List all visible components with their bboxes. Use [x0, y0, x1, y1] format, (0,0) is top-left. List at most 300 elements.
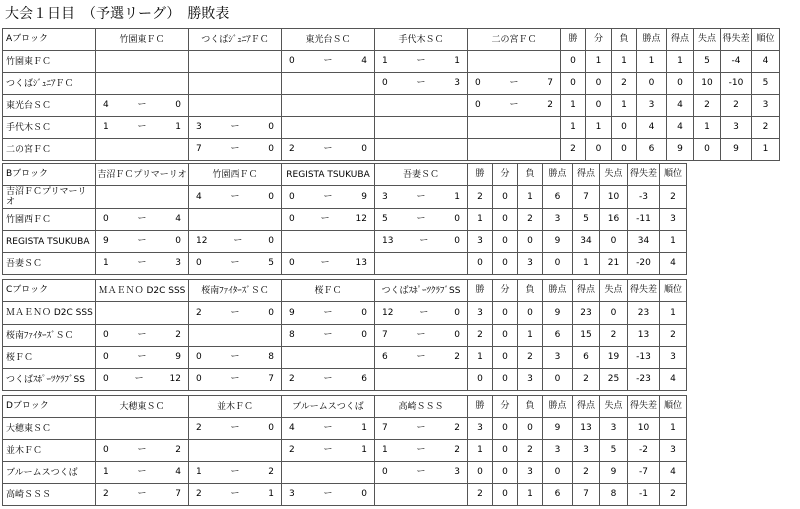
stat-value: 23 [628, 302, 660, 325]
score-pair [375, 186, 467, 208]
stat-value: 1 [660, 231, 687, 253]
goals-for: 0 [289, 56, 295, 66]
stat-value: 1 [586, 117, 612, 139]
stat-value: 2 [660, 484, 687, 506]
goals-against: 0 [454, 330, 460, 340]
match-score [375, 95, 468, 117]
goals-against: 0 [268, 122, 274, 132]
stat-value: 23 [573, 302, 600, 325]
goals-against: 0 [268, 191, 274, 202]
stat-value: 34 [628, 231, 660, 253]
score-pair [96, 253, 188, 274]
stat-value: 0 [561, 51, 586, 73]
score-dash: ー [230, 122, 240, 132]
match-score [189, 209, 282, 231]
stat-value: 6 [543, 325, 573, 347]
stat-value: 0 [493, 209, 518, 231]
goals-against: 1 [454, 56, 460, 66]
goals-against: 4 [361, 56, 367, 66]
score-pair [96, 209, 188, 230]
goals-against: 2 [454, 423, 460, 433]
column-team-name: つくばｽﾎﾟｰﾂｸﾗﾌﾞSS [375, 280, 468, 302]
goals-for: 2 [196, 489, 202, 499]
table-row [3, 347, 687, 369]
match-score [282, 440, 375, 462]
stat-value: 4 [752, 51, 780, 73]
score-pair [189, 117, 281, 138]
match-score [96, 139, 189, 161]
goals-for: 0 [289, 214, 295, 224]
goals-against: 2 [454, 352, 460, 362]
standings-table-block-3 [2, 279, 687, 391]
score-pair [375, 462, 467, 483]
stat-value: 3 [660, 347, 687, 369]
score-pair [375, 51, 467, 72]
match-score [96, 186, 189, 209]
table-row [3, 462, 687, 484]
stat-value: 3 [600, 418, 628, 440]
match-score [282, 369, 375, 391]
stat-value: 0 [518, 302, 543, 325]
match-score [96, 51, 189, 73]
match-score [189, 369, 282, 391]
stat-value: 0 [493, 231, 518, 253]
stat-value: 0 [543, 253, 573, 275]
match-score [189, 347, 282, 369]
stat-value: 10 [694, 73, 721, 95]
goals-for: 0 [103, 445, 109, 455]
stat-header: 勝 [561, 29, 586, 51]
score-pair [96, 462, 188, 483]
stat-value: 1 [586, 51, 612, 73]
stat-value: -3 [628, 186, 660, 209]
stat-value: 3 [660, 440, 687, 462]
stat-header: 得失差 [628, 164, 660, 186]
match-score [375, 231, 468, 253]
stat-header: 負 [612, 29, 637, 51]
stat-header: 勝点 [543, 280, 573, 302]
score-pair [189, 302, 281, 324]
score-dash: ー [416, 56, 426, 66]
stat-value: 4 [667, 117, 694, 139]
goals-against: 1 [454, 191, 460, 202]
stat-value: 9 [600, 462, 628, 484]
stat-value: 1 [667, 51, 694, 73]
stat-value: 4 [660, 462, 687, 484]
match-score [96, 209, 189, 231]
stat-value: 34 [573, 231, 600, 253]
stat-value: 1 [612, 95, 637, 117]
match-score [96, 231, 189, 253]
column-team-name: 大穂東ＳＣ [96, 396, 189, 418]
stat-value: 3 [468, 418, 493, 440]
goals-against: 0 [454, 214, 460, 224]
stat-value: 3 [721, 117, 752, 139]
goals-against: 0 [361, 489, 367, 499]
stat-value: 0 [493, 325, 518, 347]
stat-header: 得失差 [721, 29, 752, 51]
standings-table-block-2 [2, 163, 687, 275]
score-dash: ー [416, 467, 426, 477]
score-dash: ー [137, 122, 147, 132]
score-pair [189, 139, 281, 160]
goals-against: 2 [268, 467, 274, 477]
table-row [3, 369, 687, 391]
score-pair [96, 369, 188, 390]
match-score [96, 117, 189, 139]
table-row [3, 139, 780, 161]
goals-for: 0 [103, 374, 109, 384]
score-dash: ー [416, 352, 426, 362]
stat-value: -2 [628, 440, 660, 462]
column-team-name: 高崎ＳＳＳ [375, 396, 468, 418]
header-row [3, 29, 780, 51]
column-team-name: REGISTA TSUKUBA [282, 164, 375, 186]
table-row [3, 231, 687, 253]
match-score [375, 418, 468, 440]
stat-value: -4 [721, 51, 752, 73]
stat-value: 21 [600, 253, 628, 275]
goals-against: 3 [454, 467, 460, 477]
score-pair [189, 462, 281, 483]
row-team-name: 高崎ＳＳＳ [3, 484, 96, 506]
goals-for: 5 [382, 214, 388, 224]
score-dash: ー [137, 236, 147, 246]
score-dash: ー [137, 100, 147, 110]
row-team-name: 桜ＦＣ [3, 347, 96, 369]
score-dash: ー [323, 489, 333, 499]
goals-for: 0 [103, 214, 109, 224]
goals-for: 4 [196, 191, 202, 202]
goals-for: 2 [103, 489, 109, 499]
score-dash: ー [419, 236, 429, 246]
standings-table-block-1 [2, 28, 780, 161]
table-row [3, 209, 687, 231]
stat-value: 1 [612, 51, 637, 73]
match-score [468, 139, 561, 161]
score-dash: ー [230, 467, 240, 477]
score-dash: ー [509, 78, 519, 88]
table-row [3, 302, 687, 325]
match-score [189, 440, 282, 462]
match-score [282, 95, 375, 117]
row-team-name: 手代木ＳＣ [3, 117, 96, 139]
score-pair [96, 347, 188, 368]
goals-for: 4 [289, 423, 295, 433]
stat-value: 3 [660, 209, 687, 231]
score-pair [189, 347, 281, 368]
goals-against: 2 [454, 445, 460, 455]
score-pair [96, 484, 188, 505]
stat-value: 2 [573, 369, 600, 391]
row-team-name: 東光台ＳＣ [3, 95, 96, 117]
score-pair [375, 209, 467, 230]
goals-against: 2 [175, 330, 181, 340]
goals-for: 6 [382, 352, 388, 362]
goals-against: 7 [547, 78, 553, 88]
match-score [282, 209, 375, 231]
match-score [375, 253, 468, 275]
table-row [3, 95, 780, 117]
stat-value: 2 [660, 325, 687, 347]
stat-header: 得失差 [628, 280, 660, 302]
goals-for: 0 [196, 374, 202, 384]
stat-value: 1 [573, 253, 600, 275]
stat-value: 2 [600, 325, 628, 347]
match-score [96, 325, 189, 347]
row-team-name: REGISTA TSUKUBA [3, 231, 96, 253]
match-score [189, 95, 282, 117]
score-pair [282, 369, 374, 390]
match-score [375, 462, 468, 484]
goals-for: 0 [475, 100, 481, 110]
stat-header: 勝点 [637, 29, 667, 51]
stat-value: 13 [628, 325, 660, 347]
score-pair [189, 253, 281, 274]
row-team-name: ＭＡＥＮＯ D2C SSS [3, 302, 96, 325]
score-dash: ー [230, 374, 240, 384]
goals-for: 2 [196, 423, 202, 433]
goals-for: 0 [196, 352, 202, 362]
match-score [282, 231, 375, 253]
score-pair [189, 484, 281, 505]
goals-for: 1 [103, 258, 109, 268]
stat-header: 失点 [600, 396, 628, 418]
score-pair [282, 51, 374, 72]
goals-against: 7 [268, 374, 274, 384]
stat-value: 1 [561, 117, 586, 139]
match-score [282, 484, 375, 506]
stat-header: 勝点 [543, 164, 573, 186]
score-pair [375, 73, 467, 94]
row-team-name: 並木ＦＣ [3, 440, 96, 462]
match-score [282, 347, 375, 369]
goals-for: 3 [196, 122, 202, 132]
score-pair [189, 186, 281, 208]
goals-against: 4 [175, 467, 181, 477]
goals-for: 12 [196, 236, 208, 246]
stat-value: 1 [468, 347, 493, 369]
stat-header: 分 [493, 396, 518, 418]
stat-value: 6 [543, 186, 573, 209]
goals-against: 2 [175, 445, 181, 455]
match-score [282, 418, 375, 440]
stat-value: 0 [468, 253, 493, 275]
match-score [189, 484, 282, 506]
stat-value: 1 [518, 186, 543, 209]
stat-value: 6 [543, 484, 573, 506]
stat-value: 3 [573, 440, 600, 462]
stat-value: 0 [493, 302, 518, 325]
stat-header: 得点 [573, 396, 600, 418]
match-score [375, 117, 468, 139]
score-pair [375, 440, 467, 461]
match-score [282, 139, 375, 161]
score-dash: ー [416, 330, 426, 340]
stat-header: 勝 [468, 164, 493, 186]
stat-value: 0 [493, 186, 518, 209]
score-pair [282, 209, 374, 230]
score-dash: ー [230, 307, 240, 318]
score-dash: ー [233, 236, 243, 246]
stat-header: 得点 [573, 280, 600, 302]
goals-for: 7 [382, 423, 388, 433]
stat-header: 順位 [660, 164, 687, 186]
score-dash: ー [230, 489, 240, 499]
goals-for: 0 [289, 191, 295, 202]
goals-for: 2 [289, 445, 295, 455]
match-score [189, 418, 282, 440]
score-pair [96, 231, 188, 252]
goals-against: 9 [361, 191, 367, 202]
score-dash: ー [509, 100, 519, 110]
table-row [3, 325, 687, 347]
match-score [282, 186, 375, 209]
stat-value: 2 [561, 139, 586, 161]
stat-value: 0 [468, 462, 493, 484]
header-row [3, 164, 687, 186]
stat-value: 3 [518, 462, 543, 484]
row-team-name: 吉沼ＦＣプリマーリオ [3, 186, 96, 209]
standings-table-block-4 [2, 395, 687, 506]
score-pair [282, 253, 374, 274]
stat-value: 3 [752, 95, 780, 117]
stat-value: 25 [600, 369, 628, 391]
match-score [96, 95, 189, 117]
goals-for: 7 [196, 144, 202, 154]
match-score [375, 73, 468, 95]
score-dash: ー [419, 307, 429, 318]
stat-value: 9 [667, 139, 694, 161]
page-title: 大会１日目 （予選リーグ） 勝敗表 [5, 6, 230, 22]
score-dash: ー [323, 423, 333, 433]
score-pair [468, 73, 560, 94]
goals-against: 0 [268, 236, 274, 246]
table-row [3, 117, 780, 139]
score-dash: ー [137, 330, 147, 340]
score-dash: ー [416, 191, 426, 202]
stat-value: 1 [694, 117, 721, 139]
stat-value: 8 [600, 484, 628, 506]
goals-for: 0 [103, 352, 109, 362]
stat-header: 得点 [573, 164, 600, 186]
column-team-name: 桜ＦＣ [282, 280, 375, 302]
goals-against: 1 [268, 489, 274, 499]
stat-value: 13 [573, 418, 600, 440]
stat-value: 0 [612, 117, 637, 139]
stat-value: 4 [637, 117, 667, 139]
score-dash: ー [323, 374, 333, 384]
match-score [375, 139, 468, 161]
stat-header: 勝点 [543, 396, 573, 418]
stat-value: 2 [468, 186, 493, 209]
stat-value: -11 [628, 209, 660, 231]
row-team-name: つくばｼﾞｭﾆｱＦＣ [3, 73, 96, 95]
stat-value: 2 [518, 347, 543, 369]
stat-value: 7 [573, 484, 600, 506]
stat-header: 負 [518, 280, 543, 302]
goals-against: 3 [175, 258, 181, 268]
score-dash: ー [230, 191, 240, 202]
stat-value: 0 [667, 73, 694, 95]
goals-for: 12 [382, 307, 394, 318]
score-pair [189, 418, 281, 439]
stat-value: 2 [518, 209, 543, 231]
score-pair [375, 302, 467, 324]
column-team-name: つくばｼﾞｭﾆｱＦＣ [189, 29, 282, 51]
stat-value: 1 [468, 440, 493, 462]
goals-for: 1 [196, 467, 202, 477]
goals-for: 7 [382, 330, 388, 340]
stat-value: 2 [660, 186, 687, 209]
score-dash: ー [416, 214, 426, 224]
stat-header: 失点 [694, 29, 721, 51]
stat-header: 順位 [660, 396, 687, 418]
score-dash: ー [230, 352, 240, 362]
stat-header: 勝 [468, 396, 493, 418]
stat-header: 分 [493, 164, 518, 186]
goals-for: 1 [103, 467, 109, 477]
row-team-name: 吾妻ＳＣ [3, 253, 96, 275]
column-team-name: 手代木ＳＣ [375, 29, 468, 51]
goals-against: 0 [268, 144, 274, 154]
block-name: Cブロック [3, 280, 96, 302]
stat-value: 0 [637, 73, 667, 95]
stat-value: 2 [752, 117, 780, 139]
row-team-name: 竹園西ＦＣ [3, 209, 96, 231]
stat-value: 1 [637, 51, 667, 73]
stat-value: -13 [628, 347, 660, 369]
row-team-name: ブルームスつくば [3, 462, 96, 484]
stat-value: -23 [628, 369, 660, 391]
stat-value: 3 [518, 253, 543, 275]
stat-value: 6 [573, 347, 600, 369]
goals-against: 1 [361, 423, 367, 433]
goals-against: 6 [361, 374, 367, 384]
goals-for: 0 [382, 78, 388, 88]
match-score [96, 253, 189, 275]
score-dash: ー [320, 214, 330, 224]
score-pair [282, 139, 374, 160]
stat-value: 19 [600, 347, 628, 369]
column-team-name: 竹園西ＦＣ [189, 164, 282, 186]
stat-header: 失点 [600, 164, 628, 186]
stat-header: 得失差 [628, 396, 660, 418]
stat-value: 0 [493, 347, 518, 369]
column-team-name: 並木ＦＣ [189, 396, 282, 418]
goals-for: 4 [103, 100, 109, 110]
goals-for: 3 [382, 191, 388, 202]
goals-for: 1 [382, 445, 388, 455]
score-pair [96, 325, 188, 346]
score-pair [282, 325, 374, 346]
score-pair [375, 325, 467, 346]
score-dash: ー [323, 307, 333, 318]
score-pair [282, 440, 374, 461]
score-dash: ー [323, 144, 333, 154]
stat-value: -7 [628, 462, 660, 484]
match-score [282, 73, 375, 95]
score-dash: ー [416, 423, 426, 433]
goals-for: 0 [196, 258, 202, 268]
goals-against: 9 [175, 352, 181, 362]
match-score [375, 302, 468, 325]
match-score [96, 462, 189, 484]
stat-value: 2 [612, 73, 637, 95]
stat-header: 分 [493, 280, 518, 302]
stat-value: 0 [543, 369, 573, 391]
match-score [96, 418, 189, 440]
